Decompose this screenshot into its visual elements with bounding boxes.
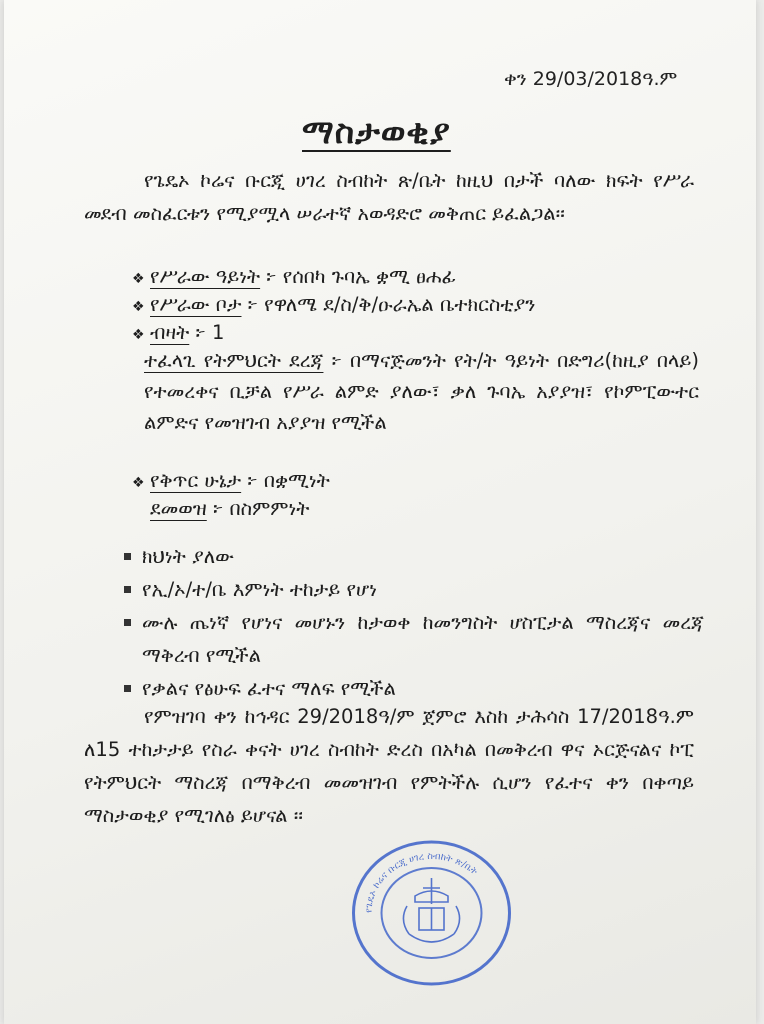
list-item	[124, 606, 704, 672]
employment-value: በቋሚነት	[263, 469, 330, 492]
seal-emblem-icon	[403, 878, 459, 942]
requirement-text: ክህነት ያለው	[142, 545, 234, 568]
diamond-bullet-icon: ❖	[132, 271, 145, 287]
job-place-value: የዋለሜ ደ/ስ/ቅ/ዑራኤል ቤተክርስቲያን	[264, 293, 536, 316]
separator: ፦	[260, 265, 283, 288]
quantity-value: 1	[211, 321, 225, 344]
separator: ፦	[241, 293, 265, 316]
separator: ፦	[206, 497, 230, 520]
list-item	[124, 573, 704, 606]
quantity-label: ብዛት	[150, 321, 190, 344]
requirement-text: ሙሉ ጤነኛ የሆነና መሆኑን ከታወቀ ከመንግስት ሆስፒታል ማስረጃና መረጃ ማቅረብ የሚችል	[142, 611, 704, 667]
square-bullet-icon	[124, 586, 131, 593]
salary-label: ደመወዝ	[150, 497, 207, 520]
job-type-value: የሰበካ ጉባኤ ቋሚ ፀሐፊ	[282, 265, 456, 288]
intro-paragraph: የጌዴኦ ኮሬና ቡርጂ ሀገረ ስብከት ጽ/ቤት ከዚህ በታች ባለው ክፍት የሥራ መደብ መስፈርቱን የሚያሟላ ሠራተኛ አወዳድሮ መቅጠር ይፈልጋል፡፡	[84, 169, 694, 225]
education-value: በማናጅመንት የት/ት ዓይነት በድግሪ(ከዚያ በላይ) የተመረቀና ቢቻል የሥራ ልምድ ያለው፣ ቃለ ጉባኤ አያያዝ፣ የኮምፒውተር ልምድና የመዝገብ አያያዝ የሚችል	[144, 349, 699, 434]
salary-row	[150, 494, 309, 524]
diamond-bullet-icon: ❖	[132, 327, 145, 343]
education-requirement	[144, 345, 699, 438]
employment-label: የቅጥር ሁኔታ	[150, 469, 242, 492]
announcement-title: ማስታወቂያ	[302, 112, 451, 151]
diamond-bullet-icon: ❖	[132, 299, 145, 315]
job-type-label: የሥራው ዓይነት	[150, 265, 261, 288]
diamond-bullet-icon: ❖	[132, 475, 145, 491]
requirement-text: የቃልና የፅሁፍ ፈተና ማለፍ የሚችል	[142, 677, 396, 700]
square-bullet-icon	[124, 685, 131, 692]
announcement-sheet	[4, 0, 756, 1024]
requirements-list	[124, 540, 704, 705]
official-seal	[349, 838, 514, 988]
salary-value: በስምምነት	[229, 497, 310, 520]
square-bullet-icon	[124, 619, 131, 626]
announcement-date: ቀን 29/03/2018ዓ.ም	[504, 68, 678, 90]
separator: ፦	[189, 321, 212, 344]
closing-paragraph: የምዝገባ ቀን ከኅዳር 29/2018ዓ/ም ጀምሮ እስከ ታሕሳስ 17/2018ዓ.ም ለ15 ተከታታይ የስራ ቀናት ሀገረ ስብከት ድረስ በአካል በመቅረብ ዋና ኦርጅናልና ኮፒ የትምህርት ማስረጃ በማቅረብ መመዝገብ የምትችሉ ሲሆን የፈተና ቀን በቀጣይ ማስታወቂያ የሚገለፅ ይሆናል ፡፡	[84, 705, 694, 827]
separator: ፦	[323, 349, 350, 372]
list-item	[124, 540, 704, 573]
seal-text-path: የጌዴኦ ኮሬና ቡርጂ ሀገረ ስብከት ጽ/ቤት	[363, 850, 480, 914]
separator: ፦	[241, 469, 264, 492]
job-place-label: የሥራው ቦታ	[150, 293, 242, 316]
requirement-text: የኢ/ኦ/ተ/ቤ እምነት ተከታይ የሆነ	[142, 578, 378, 601]
square-bullet-icon	[124, 553, 131, 560]
education-label: ተፈላጊ የትምህርት ደረጃ	[144, 349, 324, 372]
